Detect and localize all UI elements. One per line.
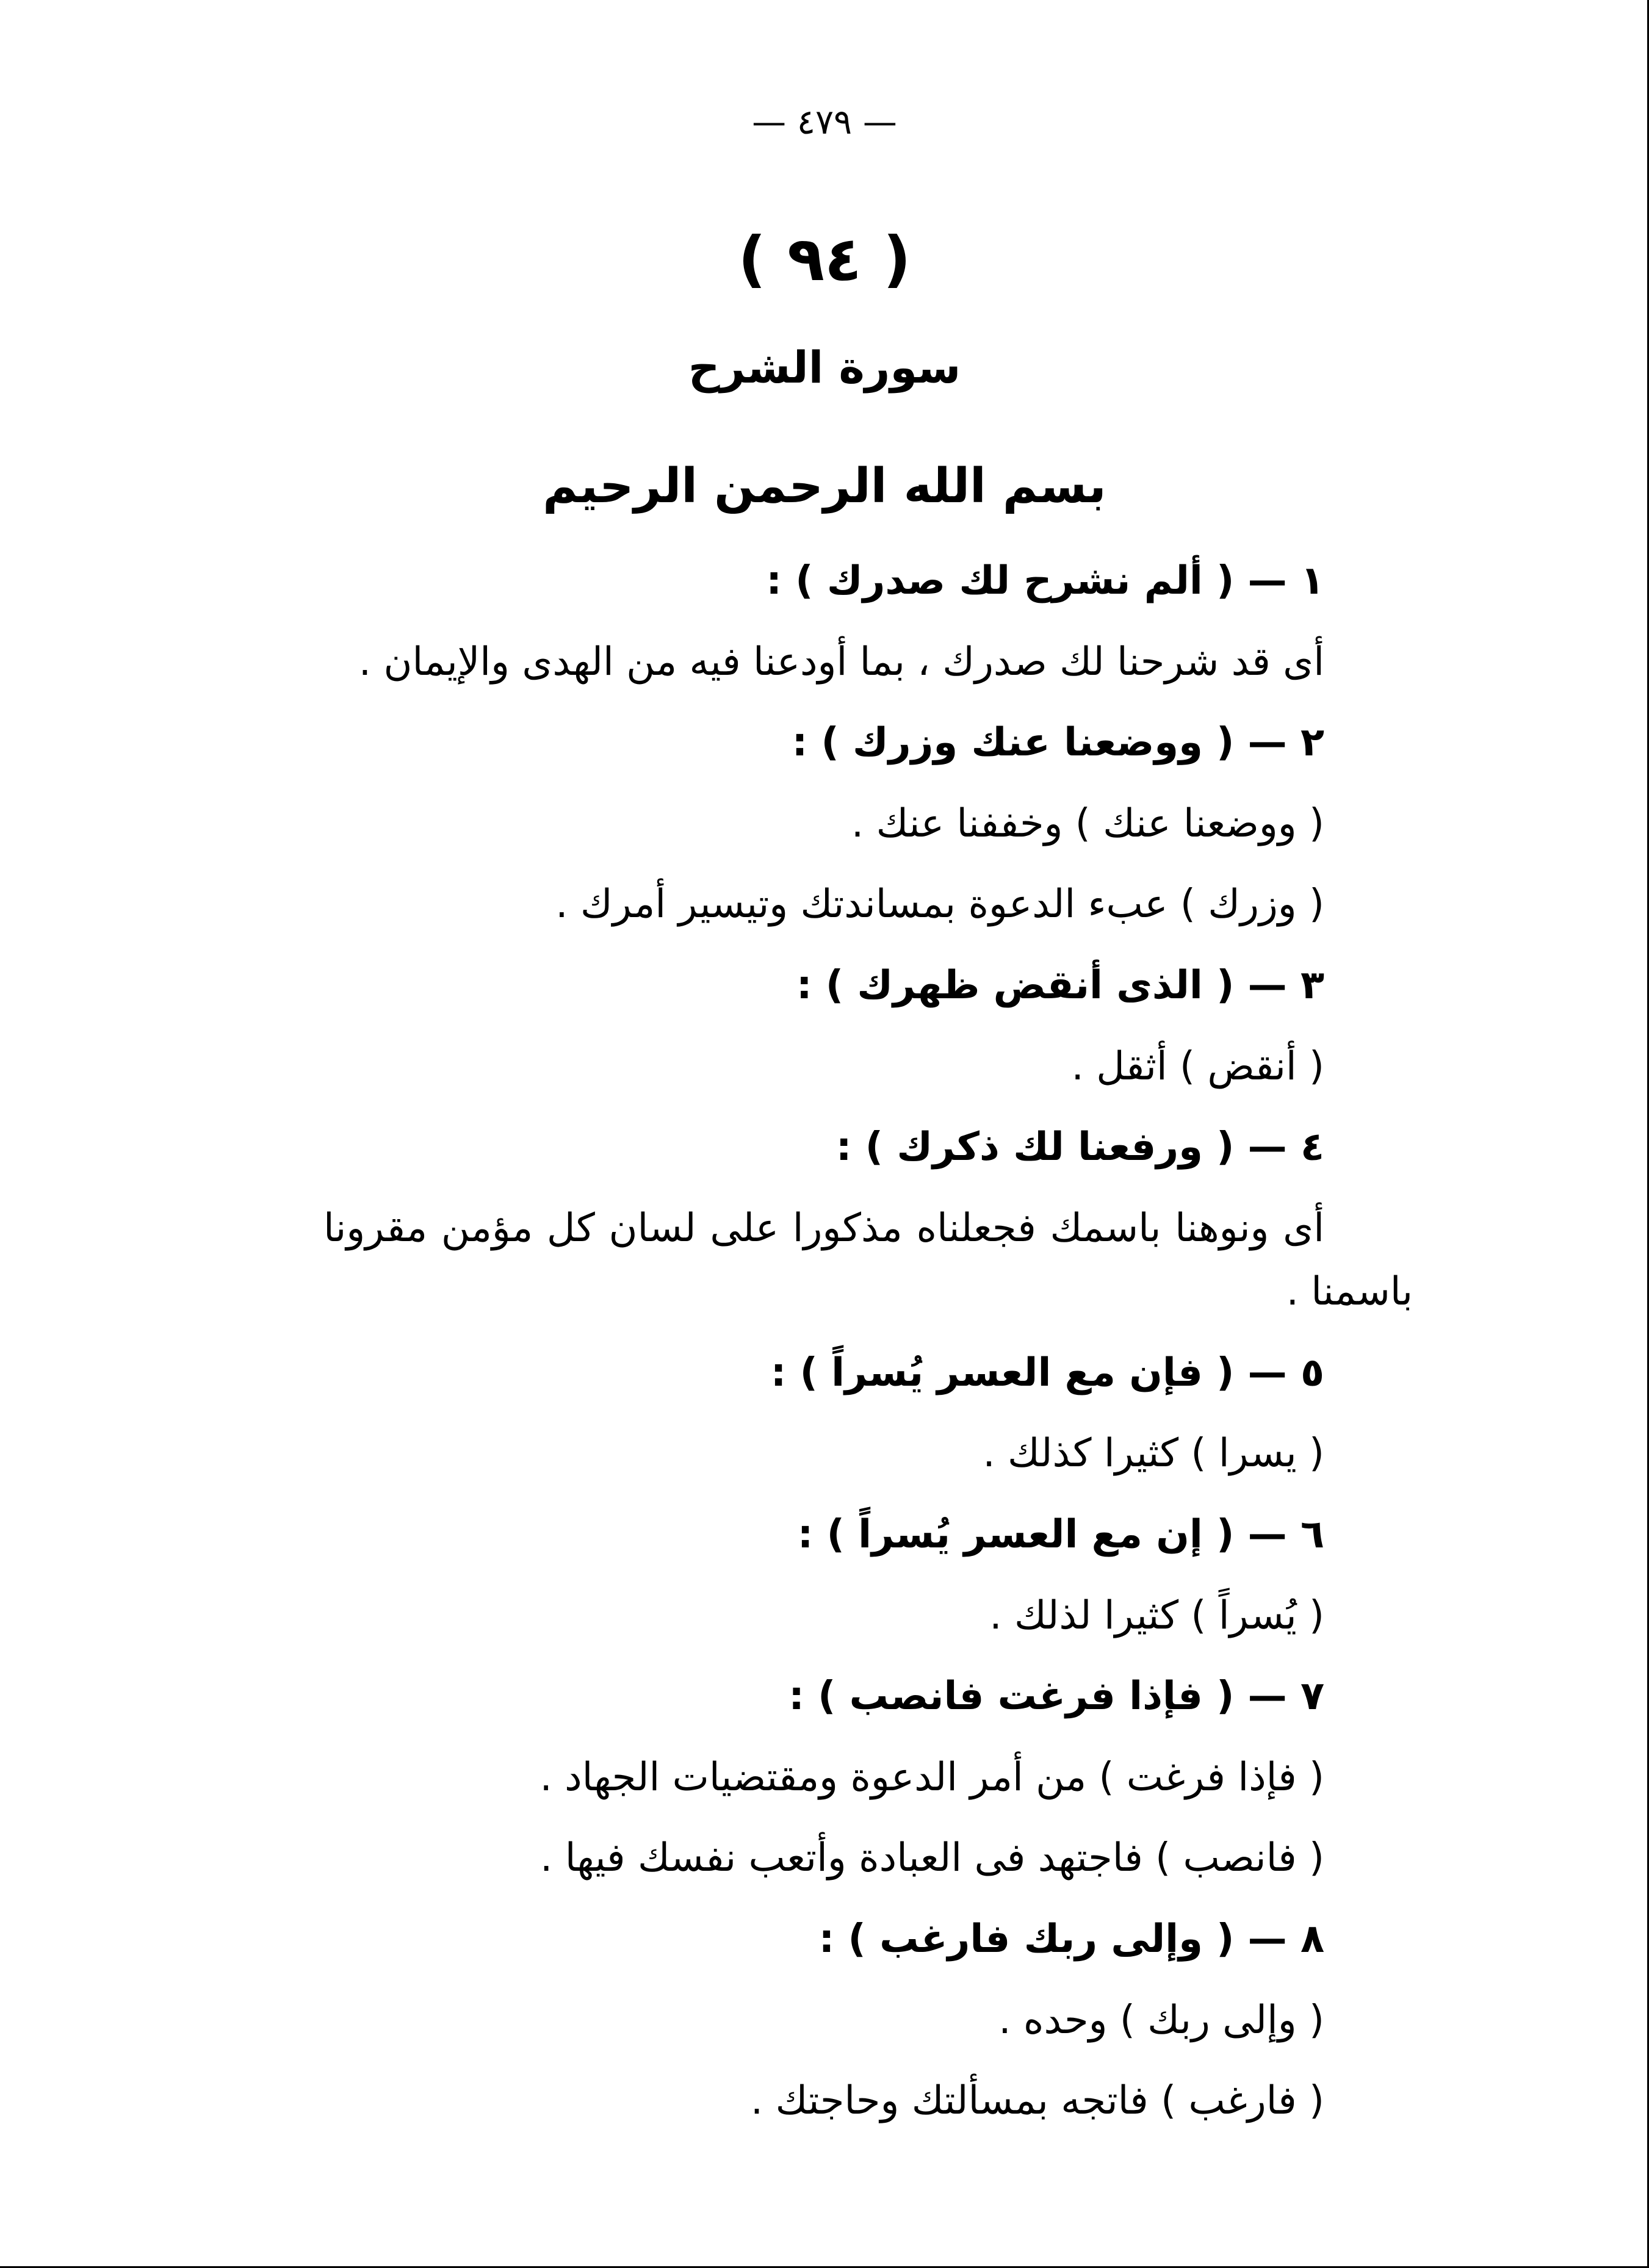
surah-number: ( ٩٤ ) [738,223,911,295]
verse-8: ٨ — ( وإلى ربك فارغب ) : [818,1917,1324,1962]
explanation-line: ( فإذا فرغت ) من أمر الدعوة ومقتضيات الجهاد . [539,1755,1324,1800]
surah-title: سورة الشرح [688,342,961,393]
explanation-line: أى ونوهنا باسمك فجعلناه مذكورا على لسان كل مؤمن مقرونا [323,1206,1324,1251]
verse-7: ٧ — ( فإذا فرغت فانصب ) : [788,1674,1324,1719]
explanation-line: ( ووضعنا عنك ) وخففنا عنك . [851,801,1324,846]
verse-3: ٣ — ( الذى أنقض ظهرك ) : [796,963,1324,1008]
verse-6: ٦ — ( إن مع العسر يُسراً ) : [797,1512,1324,1557]
explanation-line: ( يسرا ) كثيرا كذلك . [983,1431,1324,1476]
verse-2: ٢ — ( ووضعنا عنك وزرك ) : [792,720,1324,765]
explanation-line: ( فانصب ) فاجتهد فى العبادة وأتعب نفسك فيها . [540,1835,1324,1881]
explanation-line: ( وإلى ربك ) وحده . [998,1998,1324,2043]
explanation-line: ( أنقض ) أثقل . [1071,1044,1324,1089]
explanation-line: ( وزرك ) عبء الدعوة بمساندتك وتيسير أمرك . [555,882,1324,927]
page-number: — ٤٧٩ — [752,103,897,142]
basmala: بسم الله الرحمن الرحيم [543,459,1106,514]
explanation-line-continued: باسمنا . [1286,1269,1413,1314]
explanation-line: ( فارغب ) فاتجه بمسألتك وحاجتك . [750,2078,1324,2123]
verse-1: ١ — ( ألم نشرح لك صدرك ) : [766,558,1324,603]
explanation-line: ( يُسراً ) كثيرا لذلك . [989,1593,1324,1638]
verse-4: ٤ — ( ورفعنا لك ذكرك ) : [835,1125,1324,1170]
verse-5: ٥ — ( فإن مع العسر يُسراً ) : [770,1350,1324,1395]
explanation-line: أى قد شرحنا لك صدرك ، بما أودعنا فيه من الهدى والإيمان . [358,639,1324,685]
